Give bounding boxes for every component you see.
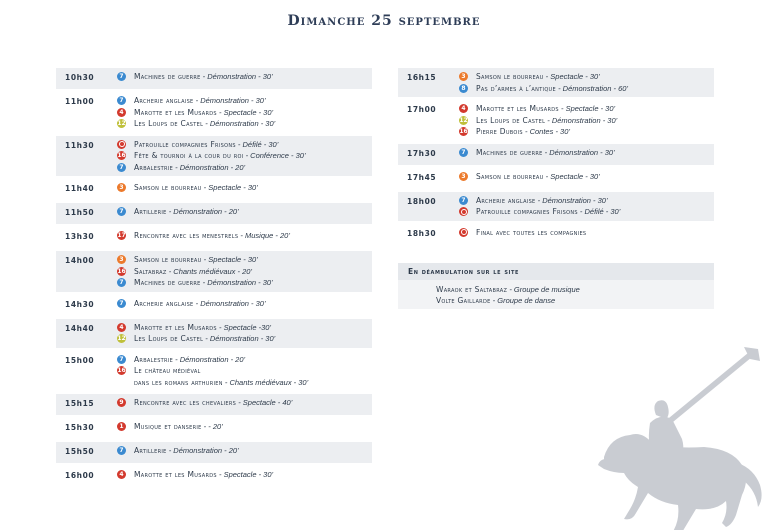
schedule-row bbox=[398, 224, 714, 245]
event-item: 16 Pierre Dubois - Contes - 30’ bbox=[459, 127, 571, 137]
event-item: 4 Marotte et les Musards - Spectacle - 30’ bbox=[117, 107, 372, 119]
event-item bbox=[459, 227, 714, 239]
event-name: Patrouille compagnies Frisons bbox=[134, 139, 236, 149]
event-description: Démonstration - 30’ bbox=[200, 96, 266, 106]
time-label: 17h30 bbox=[407, 148, 437, 158]
event-item: 7 Archerie anglaise - Démonstration - 30’ bbox=[117, 298, 372, 310]
location-number-badge: 7 bbox=[459, 148, 468, 157]
time-label: 17h00 bbox=[407, 105, 437, 114]
event-name-continued: dans les romans arthurien bbox=[134, 377, 223, 387]
ambulation-item-name: Volte Gaillarde bbox=[436, 296, 491, 305]
event-description: Chants médiévaux - 20’ bbox=[173, 266, 253, 276]
event-name: Pas d’armes à l’antique bbox=[476, 83, 556, 93]
event-description: Démonstration - 30’ bbox=[209, 334, 276, 344]
event-item bbox=[117, 365, 372, 377]
event-item: 12 Les Loups de Castel - Démonstration - 30’ bbox=[117, 119, 276, 129]
event-name: Musique et danserie bbox=[134, 422, 202, 432]
event-name: Rencontre avec les chevaliers bbox=[134, 398, 237, 408]
ambulation-item-name: Waraok et Saltabraz bbox=[436, 285, 508, 294]
event-name: Samson le bourreau bbox=[134, 183, 202, 193]
schedule-row bbox=[398, 144, 714, 165]
schedule-row bbox=[56, 319, 372, 348]
event-name: Machines de guerre bbox=[134, 278, 201, 288]
event-item: 3 Samson le bourreau - Spectacle - 30’ bbox=[117, 254, 372, 266]
knight-silhouette-image bbox=[598, 345, 768, 530]
event-name: Les Loups de Castel bbox=[134, 119, 204, 129]
event-description: Spectacle - 30’ bbox=[565, 104, 616, 114]
location-number-badge: 3 bbox=[459, 72, 468, 81]
time-label: 15h50 bbox=[65, 447, 95, 456]
location-number-badge: 3 bbox=[459, 172, 468, 181]
location-number-badge: 7 bbox=[117, 163, 126, 172]
schedule-row bbox=[56, 351, 372, 392]
event-description: Spectacle - 30’ bbox=[223, 470, 274, 480]
event-description: Démonstration - 30’ bbox=[542, 195, 608, 205]
time-label: 15h00 bbox=[65, 355, 95, 365]
location-number-badge: 7 bbox=[459, 196, 468, 205]
schedule-row bbox=[398, 100, 714, 141]
event-name: Samson le bourreau bbox=[476, 72, 544, 82]
event-item: 7 Archerie anglaise - Démonstration - 30’ bbox=[117, 95, 372, 107]
location-number-badge bbox=[459, 228, 468, 237]
schedule-row bbox=[56, 136, 372, 177]
location-number-badge: 7 bbox=[117, 446, 126, 455]
time-label: 16h00 bbox=[65, 471, 95, 480]
event-name: Arbalestrie bbox=[134, 354, 174, 364]
event-item: 7 Machines de guerre - Démonstration - 30’ bbox=[117, 71, 372, 83]
event-name: Samson le bourreau bbox=[134, 255, 202, 265]
event-item: Patrouille compagnies Frisons - Défilé - 30’ bbox=[117, 139, 372, 151]
location-number-badge: 16 bbox=[117, 152, 126, 160]
schedule-row bbox=[56, 394, 372, 415]
event-item: 16 Fête & tournoi à la cour du roi - Conférence - 30’ bbox=[117, 151, 306, 161]
location-number-badge: 16 bbox=[459, 128, 468, 136]
time-label: 11h30 bbox=[65, 140, 95, 150]
location-number-badge bbox=[117, 140, 126, 149]
event-list bbox=[117, 469, 372, 481]
schedule-row bbox=[56, 466, 372, 487]
time-label: 11h00 bbox=[65, 97, 95, 106]
event-list bbox=[117, 322, 372, 345]
event-list bbox=[117, 139, 372, 174]
event-name: Final avec toutes les compagnies bbox=[476, 227, 587, 237]
location-number-badge: 7 bbox=[117, 355, 126, 364]
event-description: Défilé - 30’ bbox=[584, 207, 621, 217]
time-label: 16h15 bbox=[407, 73, 437, 82]
location-number-badge: 12 bbox=[117, 120, 126, 128]
event-list bbox=[117, 421, 372, 433]
event-item: 3 Samson le bourreau - Spectacle - 30’ bbox=[459, 71, 714, 83]
event-description: Démonstration - 30’ bbox=[200, 298, 266, 308]
event-description: Contes - 30’ bbox=[529, 127, 571, 137]
location-number-badge: 7 bbox=[117, 207, 126, 216]
time-label: 15h30 bbox=[65, 423, 95, 432]
location-number-badge: 7 bbox=[117, 278, 126, 287]
schedule-row bbox=[398, 68, 714, 97]
event-item: 8 Pas d’armes à l’antique - Démonstration - 60’ bbox=[459, 83, 714, 95]
location-number-badge: 1 bbox=[117, 422, 126, 431]
event-item: 7 Arbalestrie - Démonstration - 20’ bbox=[117, 354, 372, 366]
schedule-row bbox=[398, 168, 714, 189]
schedule-row bbox=[56, 179, 372, 200]
location-number-badge: 17 bbox=[117, 232, 126, 240]
schedule-row bbox=[56, 251, 372, 292]
event-list bbox=[459, 71, 714, 94]
event-item: 7 Arbalestrie - Démonstration - 20’ bbox=[117, 162, 372, 174]
event-description: Démonstration - 30’ bbox=[549, 147, 615, 157]
ambulation-item-desc: Groupe de musique bbox=[513, 285, 580, 294]
event-name: Marotte et les Musards bbox=[134, 107, 217, 117]
location-number-badge: 7 bbox=[117, 96, 126, 105]
schedule-right-column bbox=[398, 68, 714, 248]
event-list bbox=[117, 95, 372, 130]
schedule-row bbox=[56, 203, 372, 224]
event-list bbox=[459, 103, 714, 138]
time-label: 14h00 bbox=[65, 256, 95, 265]
event-description: Spectacle - 30’ bbox=[208, 183, 258, 193]
event-name: Patrouille compagnies Frisons bbox=[476, 207, 578, 217]
event-item: 7 Machines de guerre - Démonstration - 30’ bbox=[117, 277, 372, 289]
event-list bbox=[117, 354, 372, 389]
event-item: 7 Machines de guerre - Démonstration - 30’ bbox=[459, 147, 714, 159]
event-name: Machines de guerre bbox=[476, 147, 543, 157]
time-label: 18h00 bbox=[407, 196, 437, 206]
location-number-badge: 12 bbox=[117, 335, 126, 343]
ambulation-item bbox=[436, 284, 714, 295]
location-number-badge: 8 bbox=[459, 84, 468, 93]
schedule-row bbox=[56, 418, 372, 439]
event-item: 4 Marotte et les Musards - Spectacle -30’ bbox=[117, 322, 372, 334]
event-item: 12 Les Loups de Castel - Démonstration - 30’ bbox=[459, 115, 618, 125]
ambulation-box bbox=[398, 263, 714, 309]
event-description: Conférence - 30’ bbox=[250, 151, 306, 161]
event-name: Marotte et les Musards bbox=[476, 104, 559, 114]
location-number-badge: 4 bbox=[459, 104, 468, 113]
location-number-badge: 7 bbox=[117, 299, 126, 308]
event-item: 12 Les Loups de Castel - Démonstration - 30’ bbox=[117, 334, 276, 344]
schedule-row bbox=[56, 227, 372, 248]
time-label: 11h40 bbox=[65, 184, 95, 193]
time-label: 18h30 bbox=[407, 228, 437, 238]
event-name: Samson le bourreau bbox=[476, 171, 544, 181]
event-continuation: dans les romans arthurien - Chants médiévaux - 30’ bbox=[134, 377, 309, 387]
event-list bbox=[459, 195, 714, 218]
event-item: Patrouille compagnies Frisons - Défilé - 30’ bbox=[459, 206, 714, 218]
event-name: Fête & tournoi à la cour du roi bbox=[134, 151, 244, 161]
event-name: Rencontre avec les menestrels bbox=[134, 231, 239, 241]
event-description: Spectacle - 30’ bbox=[208, 255, 258, 265]
ambulation-separator: - bbox=[490, 296, 498, 305]
event-list bbox=[117, 182, 372, 194]
event-list bbox=[117, 445, 372, 457]
event-description: Démonstration - 30’ bbox=[209, 119, 276, 129]
event-item: 1 Musique et danserie - - 20’ bbox=[117, 421, 372, 433]
event-name: Artillerie bbox=[134, 207, 167, 217]
event-item: 3 Samson le bourreau - Spectacle - 30’ bbox=[117, 182, 372, 194]
event-name: Les Loups de Castel bbox=[476, 115, 546, 125]
ambulation-item bbox=[436, 295, 714, 306]
schedule-row bbox=[56, 295, 372, 316]
event-name: Archerie anglaise bbox=[134, 298, 194, 308]
event-item: 17 Rencontre avec les menestrels - Musique - 20’ bbox=[117, 231, 291, 241]
location-number-badge: 16 bbox=[117, 367, 126, 375]
location-number-badge: 4 bbox=[117, 470, 126, 479]
event-description: Spectacle - 40’ bbox=[242, 398, 293, 408]
ambulation-heading: En déambulation sur le site bbox=[398, 263, 714, 280]
event-item: 9 Rencontre avec les chevaliers - Spectacle - 40’ bbox=[117, 397, 372, 409]
event-description: Démonstration - 20’ bbox=[179, 162, 246, 172]
location-number-badge: 7 bbox=[117, 72, 126, 81]
location-number-badge: 4 bbox=[117, 108, 126, 117]
time-label: 11h50 bbox=[65, 208, 95, 217]
event-description: Chants médiévaux - 30’ bbox=[229, 377, 309, 387]
time-label: 17h45 bbox=[407, 172, 437, 182]
schedule-row bbox=[56, 68, 372, 89]
location-number-badge: 3 bbox=[117, 255, 126, 264]
event-name: Archerie anglaise bbox=[134, 96, 194, 106]
event-item: 16 Saltabraz - Chants médiévaux - 20’ bbox=[117, 266, 253, 276]
event-name: Saltabraz bbox=[134, 266, 167, 276]
event-item: 7 Archerie anglaise - Démonstration - 30’ bbox=[459, 195, 714, 207]
event-description: Démonstration - 20’ bbox=[179, 354, 246, 364]
event-list bbox=[459, 147, 714, 159]
event-list bbox=[117, 254, 372, 289]
location-number-badge: 16 bbox=[117, 267, 126, 275]
time-label: 15h15 bbox=[65, 399, 95, 408]
time-label: 10h30 bbox=[65, 73, 95, 82]
event-name: Le château médiéval bbox=[134, 366, 201, 376]
event-description: Démonstration - 30’ bbox=[551, 115, 618, 125]
event-list bbox=[459, 171, 714, 183]
event-name: Artillerie bbox=[134, 446, 167, 456]
location-number-badge: 9 bbox=[117, 398, 126, 407]
event-item: 7 Artillerie - Démonstration - 20’ bbox=[117, 206, 372, 218]
event-description: Démonstration - 60’ bbox=[562, 83, 629, 93]
event-description: Démonstration - 20’ bbox=[173, 446, 239, 456]
location-number-badge bbox=[459, 207, 468, 216]
event-name: Pierre Dubois bbox=[476, 127, 523, 137]
location-number-badge: 4 bbox=[117, 323, 126, 332]
event-list bbox=[117, 230, 372, 242]
event-name: Les Loups de Castel bbox=[134, 334, 204, 344]
location-number-badge: 12 bbox=[459, 116, 468, 124]
event-description: Démonstration - 20’ bbox=[173, 207, 239, 217]
ambulation-list bbox=[398, 280, 714, 309]
event-description: Musique - 20’ bbox=[244, 231, 291, 241]
event-description: Spectacle - 30’ bbox=[550, 171, 600, 181]
event-list bbox=[117, 298, 372, 310]
event-description: Démonstration - 30’ bbox=[207, 72, 273, 82]
ambulation-item-desc: Groupe de danse bbox=[497, 296, 556, 305]
schedule-left-column bbox=[56, 68, 372, 490]
event-description: - 20’ bbox=[208, 422, 223, 432]
event-list bbox=[117, 71, 372, 83]
time-label: 14h30 bbox=[65, 299, 95, 309]
location-number-badge: 3 bbox=[117, 183, 126, 192]
event-name: Arbalestrie bbox=[134, 162, 174, 172]
event-item: 4 Marotte et les Musards - Spectacle - 30’ bbox=[117, 469, 372, 481]
event-list bbox=[459, 227, 714, 239]
page-title: Dimanche 25 septembre bbox=[287, 13, 481, 29]
ambulation-separator: - bbox=[507, 285, 514, 294]
event-item: 4 Marotte et les Musards - Spectacle - 30’ bbox=[459, 103, 714, 115]
event-name: Archerie anglaise bbox=[476, 195, 536, 205]
event-item: 7 Artillerie - Démonstration - 20’ bbox=[117, 445, 372, 457]
time-label: 14h40 bbox=[65, 323, 95, 333]
event-description: Spectacle -30’ bbox=[223, 322, 272, 332]
schedule-row bbox=[398, 192, 714, 221]
event-item: 3 Samson le bourreau - Spectacle - 30’ bbox=[459, 171, 714, 183]
time-label: 13h30 bbox=[65, 232, 95, 241]
event-description: Démonstration - 30’ bbox=[207, 278, 273, 288]
event-description: Spectacle - 30’ bbox=[550, 72, 600, 82]
schedule-row bbox=[56, 442, 372, 463]
event-description: Défilé - 30’ bbox=[242, 139, 279, 149]
event-name: Marotte et les Musards bbox=[134, 322, 217, 332]
event-name: Machines de guerre bbox=[134, 72, 201, 82]
event-list bbox=[117, 206, 372, 218]
event-list bbox=[117, 397, 372, 409]
event-name: Marotte et les Musards bbox=[134, 470, 217, 480]
event-description: Spectacle - 30’ bbox=[223, 107, 274, 117]
schedule-row bbox=[56, 92, 372, 133]
